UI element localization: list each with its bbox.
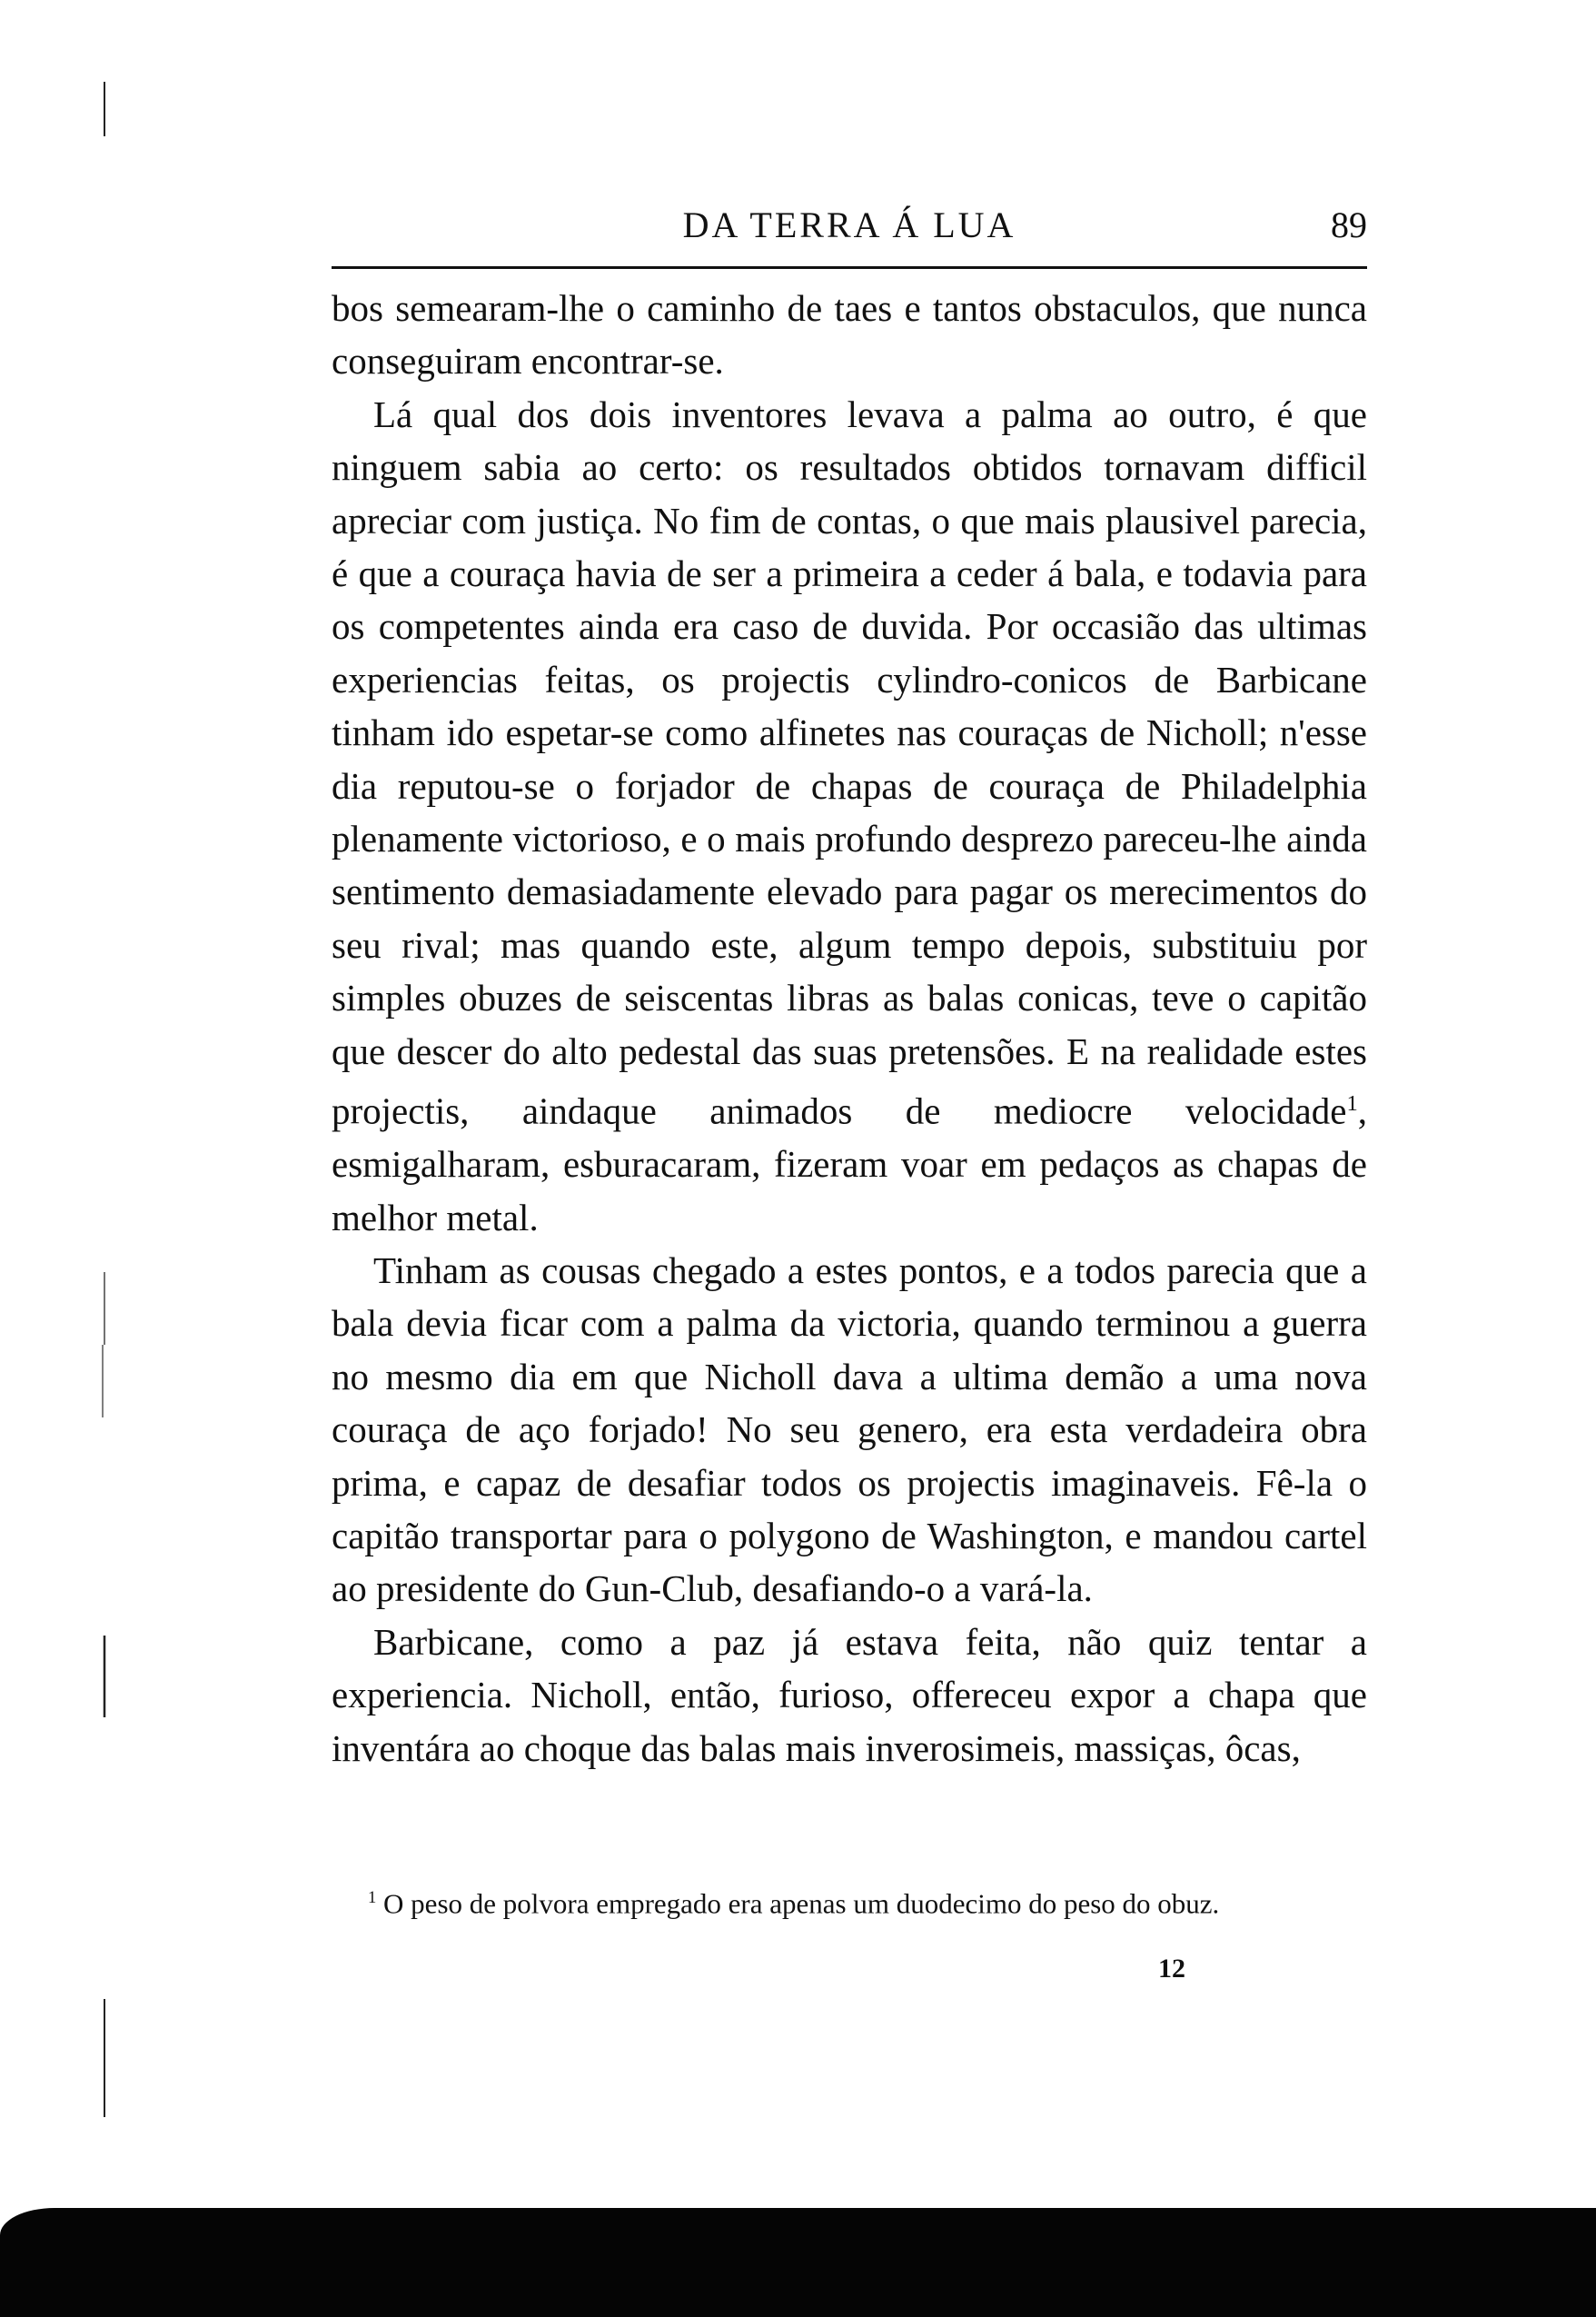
footnote-block (332, 1876, 1367, 1925)
paragraph-2-text-continued: , esmigalharam, esburacaram, fizeram voar em pedaços as chapas de melhor metal. (332, 1089, 1367, 1238)
paragraph-3 (332, 1244, 1367, 1616)
paragraph-2 (332, 388, 1367, 1244)
paragraph-1 (332, 282, 1367, 388)
scan-background-edge (0, 2208, 1596, 2317)
paragraph-4-text: Barbicane, como a paz já estava feita, não quiz tentar a experiencia. Nicholl, então, furioso, offereceu expor a chapa que inventára ao choque das balas mais inverosimeis, massiças, ôcas, (332, 1620, 1367, 1769)
page-number: 89 (1331, 204, 1367, 245)
body-text (332, 282, 1367, 1775)
binding-margin-marks (86, 0, 123, 2199)
paragraph-1-text: bos semearam-lhe o caminho de taes e tantos obstaculos, que nunca conseguiram encontrar-se. (332, 287, 1367, 383)
page-header (332, 200, 1367, 251)
signature-mark: 12 (1158, 1954, 1185, 1984)
footnote-text: O peso de polvora empregado era apenas um duodecimo do peso do obuz. (383, 1887, 1220, 1920)
paragraph-4 (332, 1616, 1367, 1775)
footnote-marker: 1 (368, 1888, 377, 1907)
header-rule (332, 266, 1367, 269)
footnote-reference: 1 (1346, 1091, 1358, 1117)
running-title: DA TERRA Á LUA (682, 204, 1016, 245)
paragraph-3-text: Tinham as cousas chegado a estes pontos, e a todos parecia que a bala devia ficar com a palma da victoria, quando terminou a guerra no mesmo dia em que Nicholl dava a ultima demão a uma nova couraça de aço forjado! No seu genero, era esta verdadeira obra prima, e capaz de desafiar todos os projectis imaginaveis. Fê-la o capitão transportar para o polygono de Washington, e mandou cartel ao presidente do Gun-Club, desafiando-o a vará-la. (332, 1248, 1367, 1610)
footnote (332, 1876, 1367, 1925)
paragraph-2-text: Lá qual dos dois inventores levava a palma ao outro, é que ninguem sabia ao certo: os resultados obtidos tornavam difficil apreciar com justiça. No fim de contas, o que mais plausivel parecia, é que a couraça havia de ser a primeira a ceder á bala, e todavia para os competentes ainda era caso de duvida. Por occasião das ultimas experiencias feitas, os projectis cylindro-conicos de Barbicane tinham ido espetar-se como alfinetes nas couraças de Nicholl; n'esse dia reputou-se o forjador de chapas de couraça de Philadelphia plenamente victorioso, e o mais profundo desprezo pareceu-lhe ainda sentimento demasiadamente elevado para pagar os merecimentos do seu rival; mas quando este, algum tempo depois, substituiu por simples obuzes de seiscentas libras as balas conicas, teve o capitão que descer do alto pedestal das suas pretensões. E na realidade estes projectis, aindaque animados de mediocre velocidade (332, 393, 1367, 1132)
